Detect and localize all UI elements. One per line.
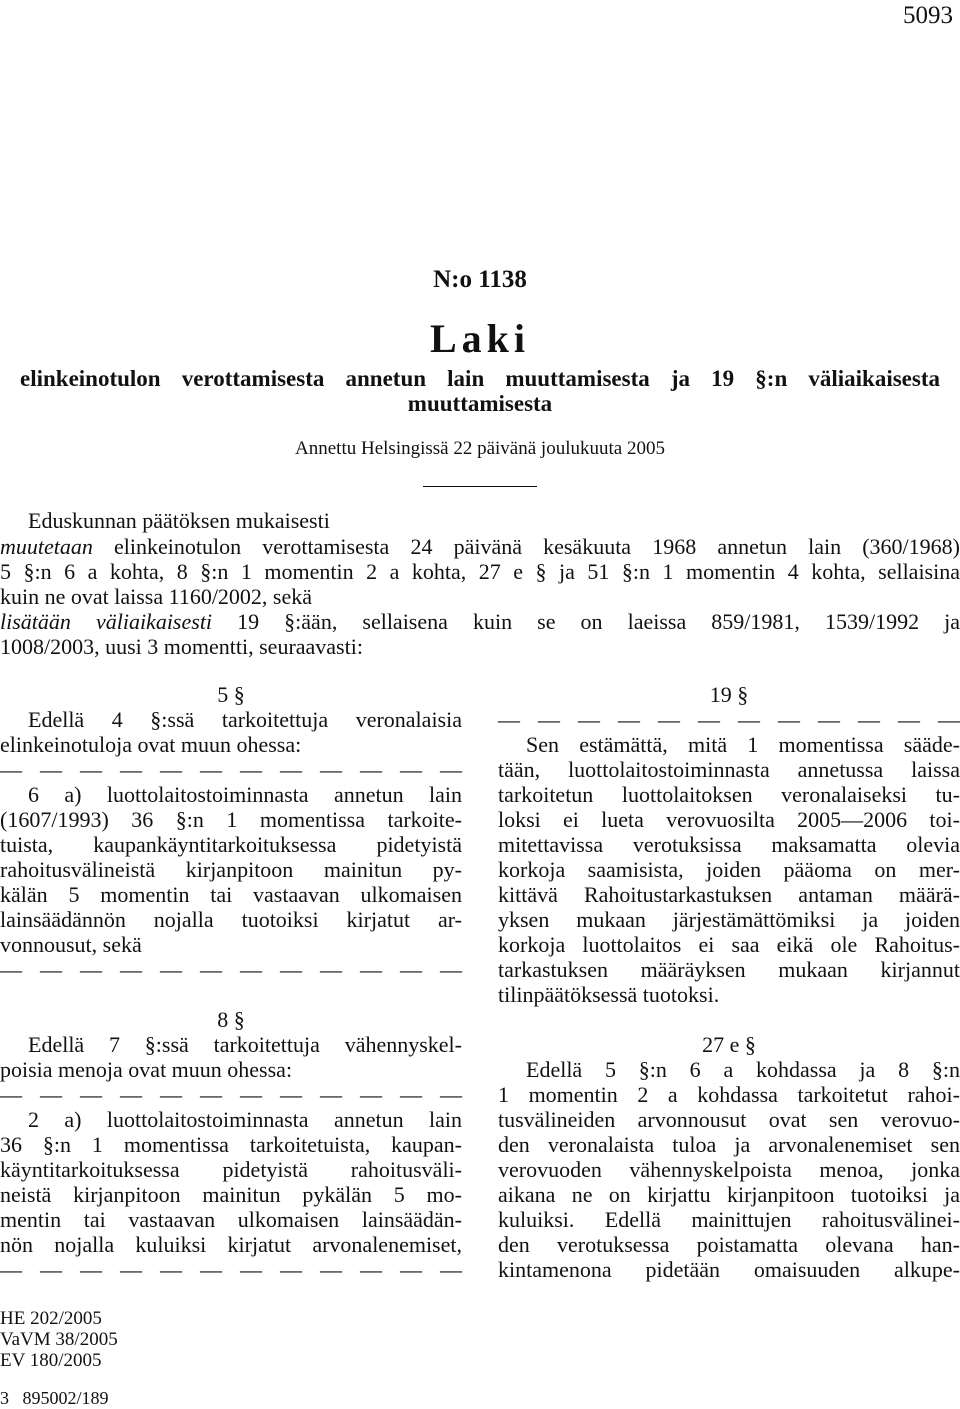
section-27e-paragraph-line: aikana ne on kirjattu kirjanpitoon tuotoiksi ja	[498, 1182, 960, 1207]
section-27e-paragraph-line: kuluiksi. Edellä mainittujen rahoitusvälinei-	[498, 1207, 960, 1232]
section-19-paragraph-line: mitettavissa verotuksissa maksamatta olevia	[498, 832, 960, 857]
preamble-line-1: Eduskunnan päätöksen mukaisesti	[28, 508, 330, 533]
section-19-paragraph-line: yksen mukaan järjestämättömiksi ja joiden	[498, 907, 960, 932]
given-date: Annettu Helsingissä 22 päivänä joulukuuta 2005	[295, 438, 665, 459]
subtitle-line-2: muuttamisesta	[407, 391, 553, 416]
omission-dashes: — — — — — — — — — — — —	[0, 1257, 462, 1282]
section-27e-paragraph-line: verovuoden vähennyskelpoista menoa, jonka	[498, 1157, 960, 1182]
page-number: 5093	[903, 2, 953, 29]
act-number: N:o 1138	[433, 266, 527, 293]
section-8-paragraph-line: mentin tai vastaavan ulkomaisen lainsäädän-	[0, 1207, 462, 1232]
section-27e-paragraph-line: Edellä 5 §:n 6 a kohdassa ja 8 §:n	[526, 1057, 960, 1082]
section-8-line: poisia menoja ovat muun ohessa:	[0, 1057, 293, 1082]
section-5-heading: 5 §	[217, 682, 245, 707]
preamble-line-2: muutetaan elinkeinotulon verottamisesta 24 päivänä kesäkuuta 1968 annetun lain (360/1968)	[0, 534, 960, 559]
section-5-paragraph-line: rahoitusvälineistä kirjanpitoon mainitun py-	[0, 857, 462, 882]
reference-he: HE 202/2005	[0, 1308, 102, 1329]
omission-dashes: — — — — — — — — — — — —	[0, 957, 462, 982]
section-19-paragraph-line: tarkoitetun luottolaitoksen veronalaiseksi tu-	[498, 782, 960, 807]
section-19-paragraph-line: tään, luottolaitostoiminnasta annetussa laissa	[498, 757, 960, 782]
section-27e-paragraph-line: tusvälineiden arvonnousut ovat sen verovuo-	[498, 1107, 960, 1132]
subtitle-line-1: elinkeinotulon verottamisesta annetun lain muuttamisesta ja 19 §:n väliaikaisesta	[20, 366, 940, 391]
preamble-line-4: kuin ne ovat laissa 1160/2002, sekä	[0, 584, 313, 609]
act-subtitle	[20, 366, 940, 416]
section-5-paragraph-line: vonnousut, sekä	[0, 932, 142, 957]
omission-dashes: — — — — — — — — — — — —	[0, 1082, 462, 1107]
preamble-emphasis-lisataan: lisätään väliaikaisesti	[0, 609, 213, 634]
section-5-paragraph-line: kälän 5 momentin tai vastaavan ulkomaisen	[0, 882, 462, 907]
section-5-paragraph-line: tuista, kaupankäyntitarkoituksessa pidetyistä	[0, 832, 462, 857]
reference-ev: EV 180/2005	[0, 1350, 102, 1371]
section-5-paragraph-line: (1607/1993) 36 §:n 1 momentissa tarkoite-	[0, 807, 462, 832]
section-19-paragraph-line: kittävä Rahoitustarkastuksen antaman määrä-	[498, 882, 960, 907]
title-divider	[423, 486, 537, 487]
print-number: 3 895002/189	[0, 1388, 109, 1408]
preamble-line-3: 5 §:n 6 a kohta, 8 §:n 1 momentin 2 a kohta, 27 e § ja 51 §:n 1 momentin 4 kohta, sellaisina	[0, 559, 960, 584]
section-27e-paragraph-line: kintamenona pidetään omaisuuden alkupe-	[498, 1257, 960, 1282]
act-title: Laki	[429, 316, 531, 361]
section-5-line: Edellä 4 §:ssä tarkoitettuja veronalaisia	[28, 707, 462, 732]
reference-vavm: VaVM 38/2005	[0, 1329, 118, 1350]
preamble-line-6: 1008/2003, uusi 3 momentti, seuraavasti:	[0, 634, 363, 659]
section-19-paragraph-line: Sen estämättä, mitä 1 momentissa sääde-	[526, 732, 960, 757]
section-27e-paragraph-line: 1 momentin 2 a kohdassa tarkoitetut rahoi-	[498, 1082, 960, 1107]
section-19-paragraph-line: tilinpäätöksessä tuotoksi.	[498, 982, 720, 1007]
section-19-heading: 19 §	[709, 682, 749, 707]
section-8-paragraph-line: nön nojalla kuluiksi kirjatut arvonalenemiset,	[0, 1232, 462, 1257]
section-8-paragraph-line: 2 a) luottolaitostoiminnasta annetun lain	[28, 1107, 462, 1132]
legislative-references	[0, 1308, 118, 1371]
section-19-paragraph-line: korkoja luottolaitos ei saa eikä ole Rahoitus-	[498, 932, 960, 957]
section-8-paragraph-line: käyntitarkoituksessa pidetyistä rahoitusväli-	[0, 1157, 462, 1182]
section-5-line: elinkeinotuloja ovat muun ohessa:	[0, 732, 302, 757]
section-5-paragraph-line: lainsäädännön nojalla tuotoiksi kirjatut ar-	[0, 907, 462, 932]
section-8-heading: 8 §	[217, 1007, 245, 1032]
section-27e-heading: 27 e §	[702, 1032, 756, 1057]
section-19-paragraph-line: korkoja saamisista, joiden pääoma on mer-	[498, 857, 960, 882]
section-8-line: Edellä 7 §:ssä tarkoitettuja vähennyskel-	[28, 1032, 462, 1057]
preamble-emphasis-muutetaan: muutetaan	[0, 534, 93, 559]
section-19-paragraph-line: loksi ei lueta verovuosilta 2005—2006 toi-	[498, 807, 960, 832]
preamble-line-5: lisätään väliaikaisesti 19 §:ään, sellaisena kuin se on laeissa 859/1981, 1539/1992 ja	[0, 609, 960, 634]
omission-dashes: — — — — — — — — — — — —	[498, 707, 960, 732]
section-27e-paragraph-line: den veronalaista tuloa ja arvonalenemiset sen	[498, 1132, 960, 1157]
section-8-paragraph-line: neistä kirjanpitoon mainitun pykälän 5 mo-	[0, 1182, 462, 1207]
section-8-paragraph-line: 36 §:n 1 momentissa tarkoitetuista, kaupan-	[0, 1132, 462, 1157]
section-19-paragraph-line: tarkastuksen määräyksen mukaan kirjannut	[498, 957, 960, 982]
omission-dashes: — — — — — — — — — — — —	[0, 757, 462, 782]
section-27e-paragraph-line: den verotuksessa poistamatta olevana han-	[498, 1232, 960, 1257]
section-5-paragraph-line: 6 a) luottolaitostoiminnasta annetun lain	[28, 782, 462, 807]
